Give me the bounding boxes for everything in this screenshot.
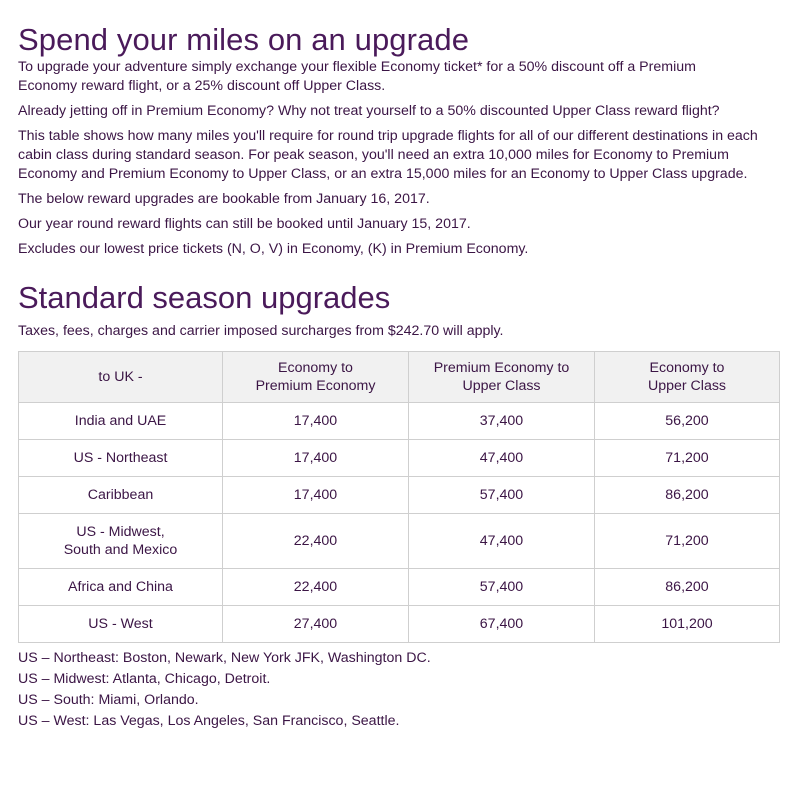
intro-paragraph: This table shows how many miles you'll require for round trip upgrade flights for all of our different destinations in each cabin class during standard season. For peak season, you'll need an extra 10,000 miles for Economy to Premium Economy and Premium Economy to Upper Class, or an extra 15,000 miles for an Economy to Upper Class upgrade.: [18, 128, 758, 182]
destination-cell: Africa and China: [19, 569, 223, 606]
page-title: Spend your miles on an upgrade: [18, 22, 470, 57]
miles-cell: 37,400: [409, 403, 595, 440]
miles-cell: 67,400: [409, 606, 595, 643]
intro-paragraph: Already jetting off in Premium Economy? Why not treat yourself to a 50% discounted Upper Class reward flight?: [18, 103, 720, 119]
miles-cell: 57,400: [409, 569, 595, 606]
table-row: [19, 477, 780, 514]
column-header-destination: to UK -: [19, 352, 223, 403]
miles-cell: 71,200: [595, 440, 780, 477]
column-header-economy-to-upper: Economy to Upper Class: [595, 352, 780, 403]
miles-cell: 47,400: [409, 514, 595, 569]
column-header-economy-to-premium: Economy to Premium Economy: [223, 352, 409, 403]
intro-paragraph: Excludes our lowest price tickets (N, O, V) in Economy, (K) in Premium Economy.: [18, 241, 529, 257]
table-row: [19, 606, 780, 643]
upgrade-miles-table: [18, 351, 780, 643]
miles-cell: 22,400: [223, 514, 409, 569]
miles-cell: 47,400: [409, 440, 595, 477]
miles-cell: 101,200: [595, 606, 780, 643]
destination-cell: India and UAE: [19, 403, 223, 440]
table-header-row: [19, 352, 780, 403]
miles-cell: 17,400: [223, 440, 409, 477]
destination-cell: US - Northeast: [19, 440, 223, 477]
footnote: US – South: Miami, Orlando.: [18, 692, 199, 708]
miles-cell: 56,200: [595, 403, 780, 440]
column-header-premium-to-upper: Premium Economy to Upper Class: [409, 352, 595, 403]
footnote: US – Midwest: Atlanta, Chicago, Detroit.: [18, 671, 271, 687]
intro-paragraph: To upgrade your adventure simply exchange your flexible Economy ticket* for a 50% discount off a Premium Economy reward flight, or a 25% discount off Upper Class.: [18, 59, 696, 94]
table-row: [19, 440, 780, 477]
footnote: US – West: Las Vegas, Los Angeles, San Francisco, Seattle.: [18, 713, 400, 729]
table-row: [19, 569, 780, 606]
taxes-note: Taxes, fees, charges and carrier imposed surcharges from $242.70 will apply.: [18, 323, 504, 339]
destination-cell: US - Midwest, South and Mexico: [19, 514, 223, 569]
miles-cell: 71,200: [595, 514, 780, 569]
destination-cell: US - West: [19, 606, 223, 643]
section-title: Standard season upgrades: [18, 280, 391, 315]
intro-text: [18, 58, 787, 259]
miles-cell: 27,400: [223, 606, 409, 643]
table-row: [19, 514, 780, 569]
miles-cell: 22,400: [223, 569, 409, 606]
miles-cell: 86,200: [595, 477, 780, 514]
intro-paragraph: The below reward upgrades are bookable from January 16, 2017.: [18, 191, 430, 207]
miles-cell: 57,400: [409, 477, 595, 514]
region-footnotes: [18, 648, 787, 732]
intro-paragraph: Our year round reward flights can still be booked until January 15, 2017.: [18, 216, 471, 232]
miles-cell: 17,400: [223, 477, 409, 514]
footnote: US – Northeast: Boston, Newark, New York JFK, Washington DC.: [18, 650, 431, 666]
miles-cell: 17,400: [223, 403, 409, 440]
destination-cell: Caribbean: [19, 477, 223, 514]
table-row: [19, 403, 780, 440]
miles-cell: 86,200: [595, 569, 780, 606]
